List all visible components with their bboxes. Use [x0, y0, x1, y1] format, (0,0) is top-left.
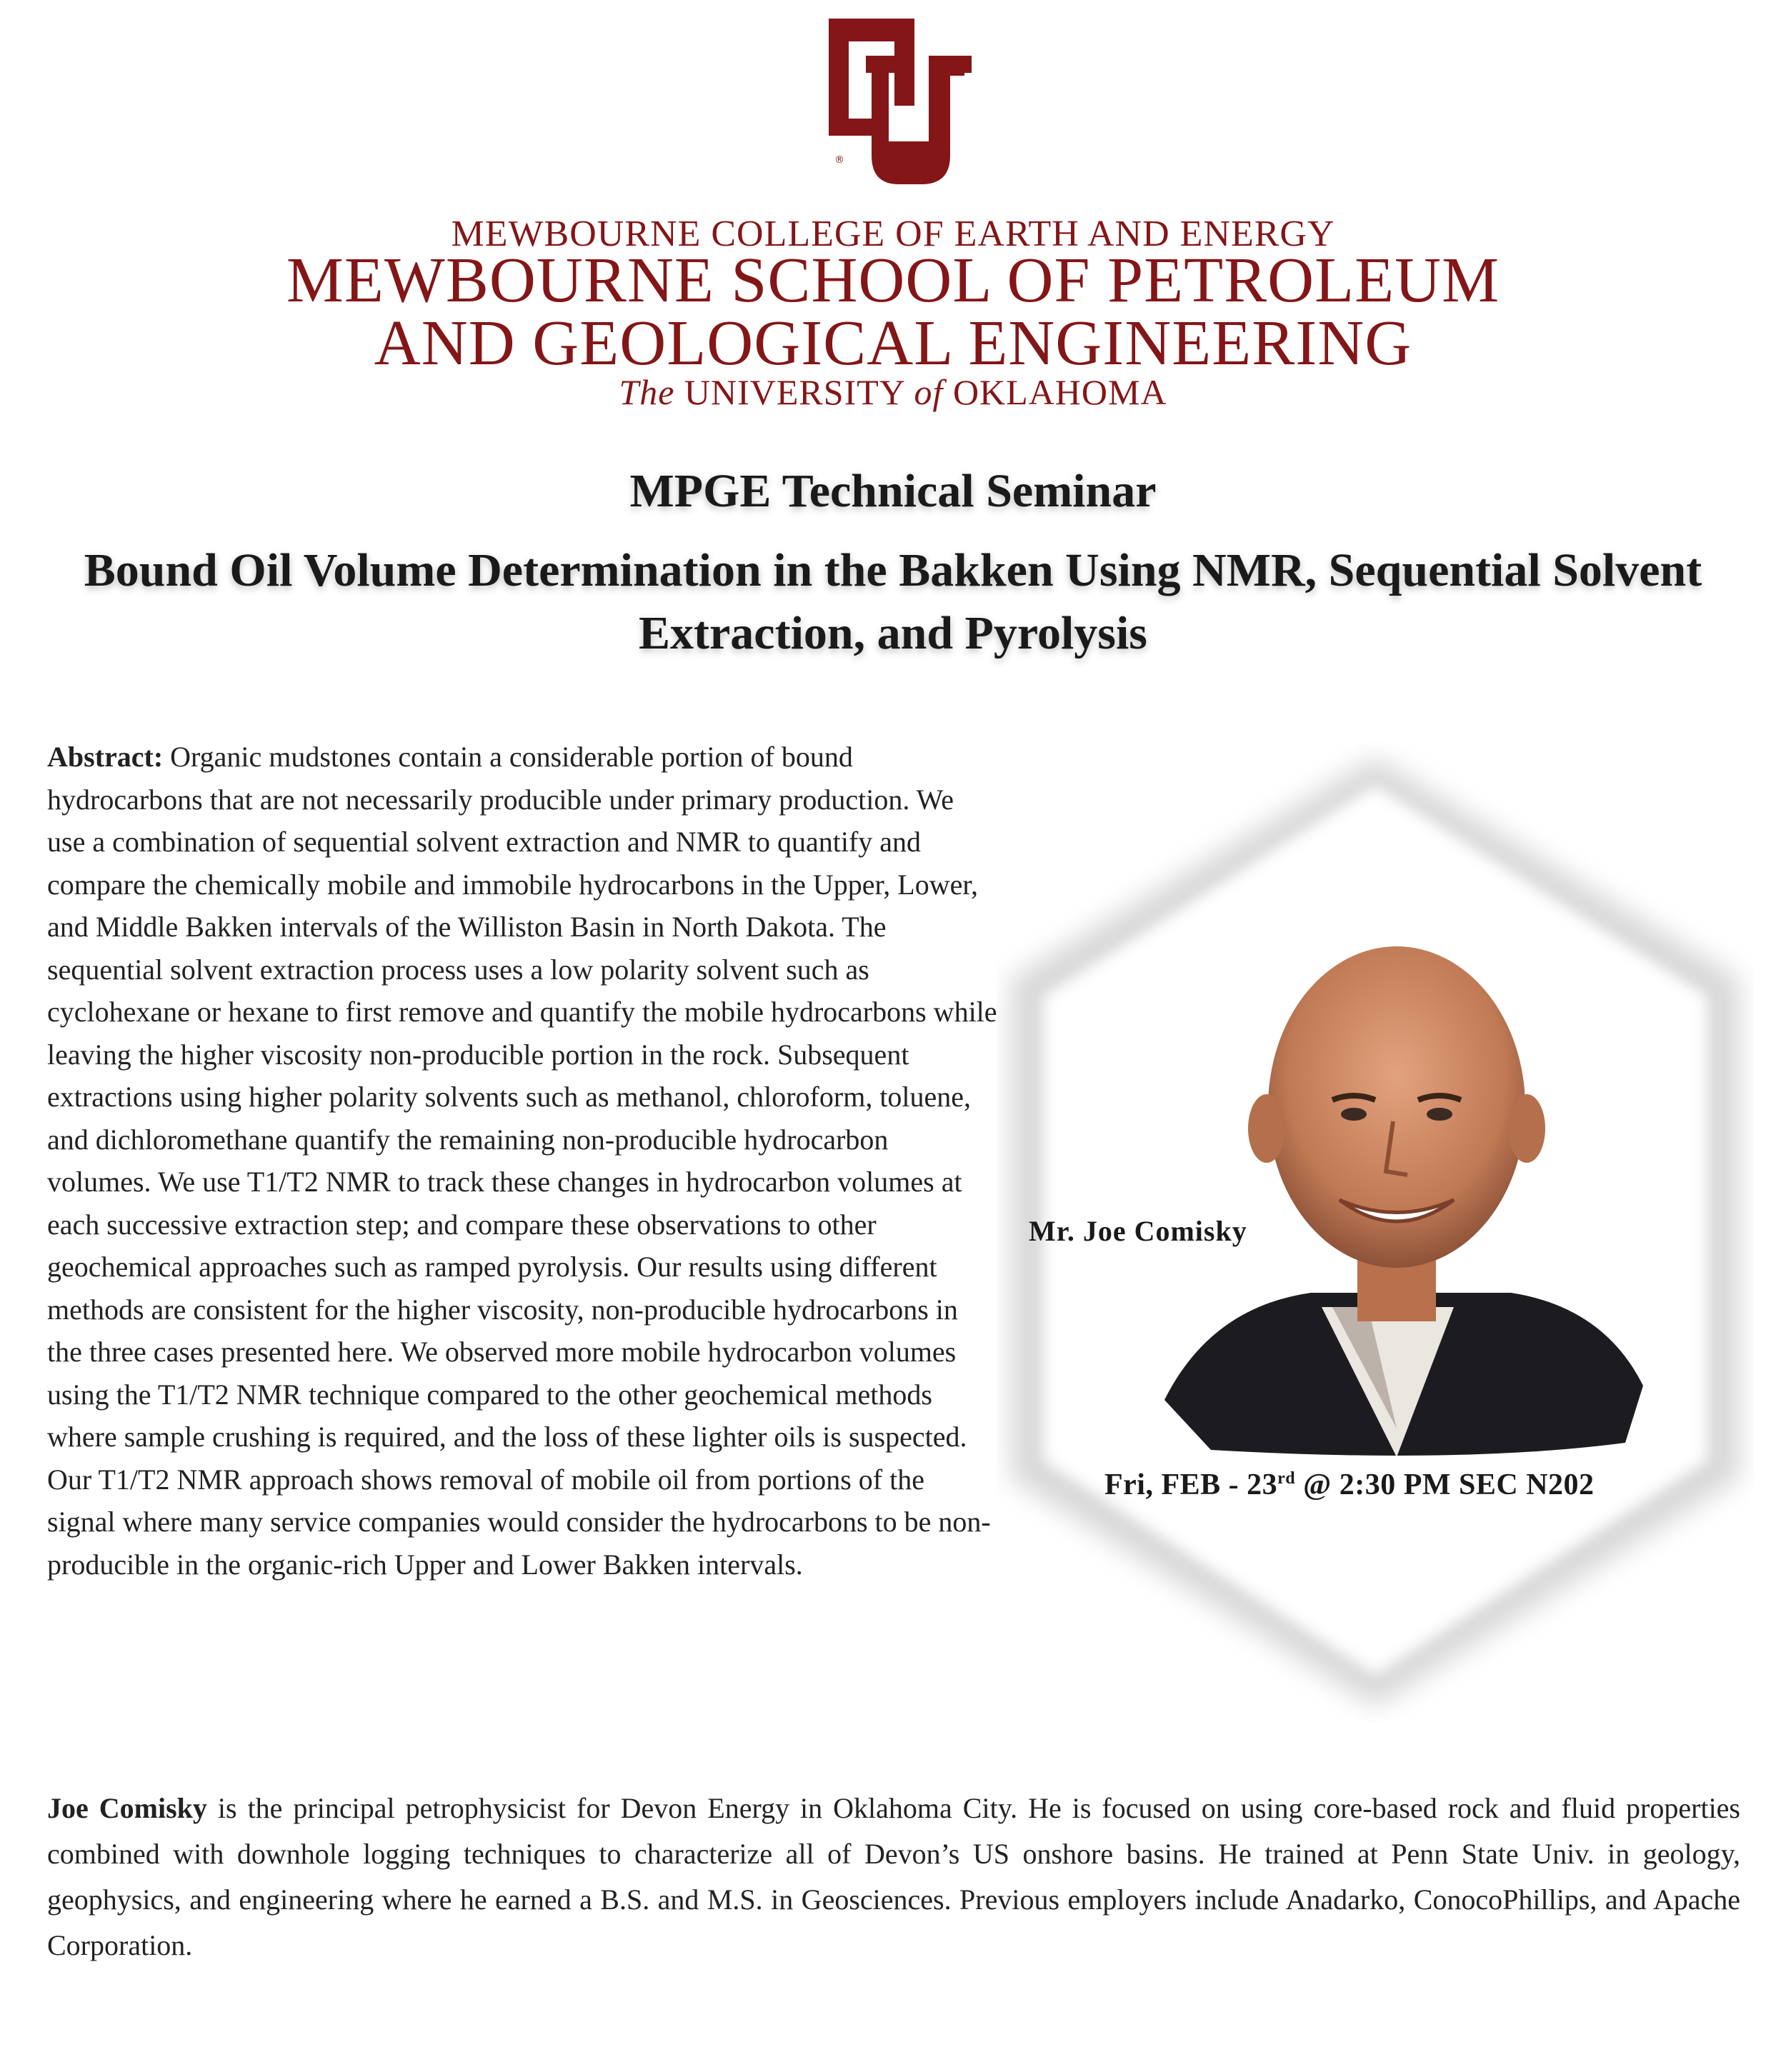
- abstract-text: Organic mudstones contain a considerable portion of bound hydrocarbons that are not necessarily producible under primary production. We use a combination of sequential solvent extraction and NMR to quantify and compare the chemically mobile and immobile hydrocarbons in the Upper, Lower, and Middle Bakken intervals of the Williston Basin in North Dakota. The sequential solvent extraction process uses a low polarity solvent such as cyclohexane or hexane to first remove and quantify the mobile hydrocarbons while leaving the higher viscosity non-producible portion in the rock. Subsequent extractions using higher polarity solvents such as methanol, chloroform, toluene, and dichloromethane quantify the remaining non-producible hydrocarbon volumes. We use T1/T2 NMR to track these changes in hydrocarbon volumes at each successive extraction step; and compare these observations to other geochemical approaches such as ramped pyrolysis. Our results using different methods are consistent for the higher viscosity, non-producible hydrocarbons in the three cases presented here. We observed more mobile hydrocarbon volumes using the T1/T2 NMR technique compared to the other geochemical methods where sample crushing is required, and the loss of these lighter oils is suspected. Our T1/T2 NMR approach shows removal of mobile oil from portions of the signal where many service companies would consider the hydrocarbons to be non-producible in the organic-rich Upper and Lower Bakken intervals.: [47, 741, 997, 1581]
- university-name: The UNIVERSITY of OKLAHOMA: [619, 372, 1167, 412]
- school-name-line2: AND GEOLOGICAL ENGINEERING: [374, 308, 1412, 379]
- bio-name: Joe Comisky: [47, 1792, 207, 1824]
- abstract-label: Abstract:: [47, 741, 164, 773]
- seminar-date-time: Fri, FEB - 23rd @ 2:30 PM SEC N202: [1104, 1468, 1595, 1501]
- svg-text:®: ®: [834, 154, 844, 166]
- speaker-bio: [47, 1786, 1740, 1968]
- bio-text: is the principal petrophysicist for Devon Energy in Oklahoma City. He is focused on using core-based rock and fluid properties combined with downhole logging techniques to characterize all of Devon’s US onshore basins. He trained at Penn State Univ. in geology, geophysics, and engineering where he earned a B.S. and M.S. in Geosciences. Previous employers include Anadarko, ConocoPhillips, and Apache Corporation.: [47, 1792, 1741, 1961]
- college-name: MEWBOURNE COLLEGE OF EARTH AND ENERGY: [451, 214, 1335, 254]
- ou-logo-icon: [814, 13, 979, 193]
- talk-title: Bound Oil Volume Determination in the Bakken Using NMR, Sequential Solvent Extraction, and Pyrolysis: [84, 544, 1702, 659]
- seminar-heading: MPGE Technical Seminar: [629, 465, 1157, 517]
- speaker-name: Mr. Joe Comisky: [1029, 1215, 1247, 1247]
- school-name-line1: MEWBOURNE SCHOOL OF PETROLEUM: [286, 245, 1500, 316]
- abstract: [47, 736, 997, 1586]
